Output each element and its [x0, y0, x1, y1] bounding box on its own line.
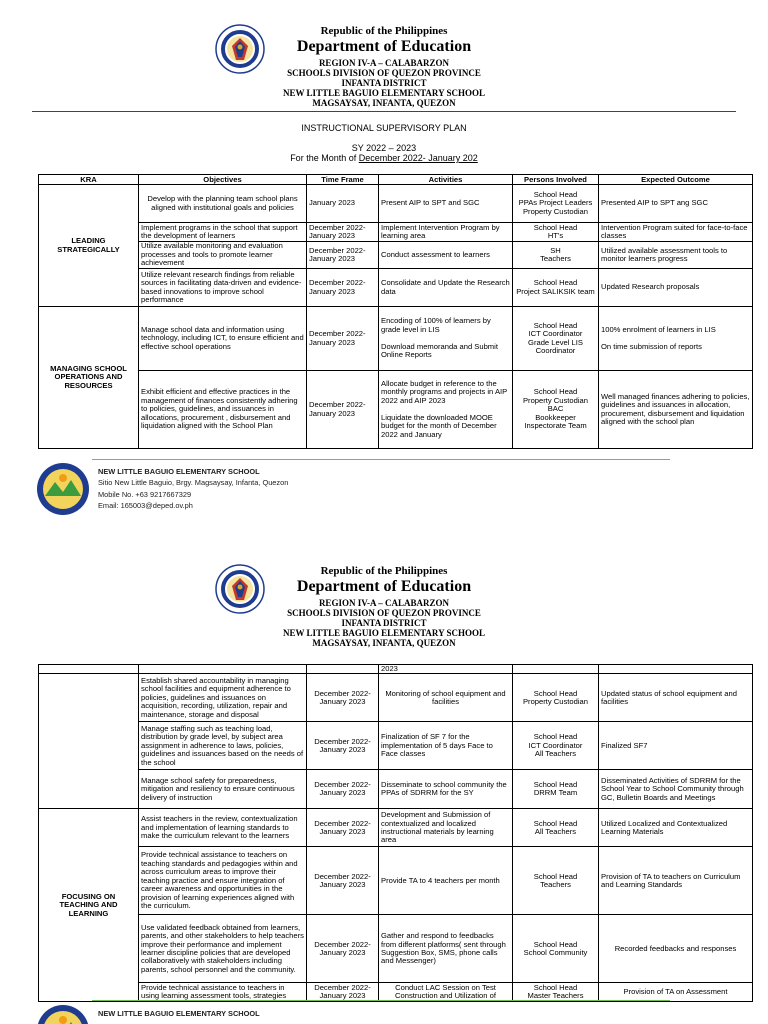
timeframe-cell — [307, 665, 379, 674]
outcome-cell: Presented AIP to SPT ang SGC — [599, 185, 753, 223]
timeframe-cell: December 2022-January 2023 — [307, 722, 379, 770]
objective-cell: Provide technical assistance to teachers in using learning assessment tools, strategies — [139, 983, 307, 1002]
table-row — [39, 722, 753, 770]
timeframe-cell: December 2022-January 2023 — [307, 223, 379, 242]
header-time-frame: Time Frame — [307, 175, 379, 185]
month-line — [0, 153, 768, 163]
division-line: SCHOOLS DIVISION OF QUEZON PROVINCE — [287, 608, 481, 618]
activity-cell: Gather and respond to feedbacks from different platforms( sent through Suggestion Box, SMS, phone calls and Messenger) — [379, 915, 513, 983]
persons-cell: School Head Master Teachers — [513, 983, 599, 1002]
address-line: MAGSAYSAY, INFANTA, QUEZON — [312, 638, 456, 648]
plan-period — [0, 143, 768, 163]
objective-cell: Manage school data and information using technology, including ICT, to ensure efficient and effective school operations — [139, 307, 307, 371]
school-line: NEW LITTLE BAGUIO ELEMENTARY SCHOOL — [282, 628, 486, 638]
activity-cell: Conduct assessment to learners — [379, 242, 513, 269]
table-row — [39, 307, 753, 371]
school-logo-icon — [36, 462, 90, 516]
supervisory-plan-table — [38, 174, 753, 449]
outcome-cell: Finalized SF7 — [599, 722, 753, 770]
persons-cell: School Head Project SALIKSIK team — [513, 269, 599, 307]
kra-cell: MANAGING SCHOOL OPERATIONS AND RESOURCES — [39, 307, 139, 449]
letterhead-lines — [0, 598, 768, 648]
timeframe-cell: December 2022-January 2023 — [307, 242, 379, 269]
timeframe-cell: December 2022-January 2023 — [307, 307, 379, 371]
objective-cell: Assist teachers in the review, contextualization and implementation of learning standards to make the curriculum relevant to the learners — [139, 809, 307, 847]
footer-divider — [92, 459, 670, 460]
activity-cell: Allocate budget in reference to the monthly programs and projects in AIP 2022 and AIP 2023 Liquidate the downloaded MOOE budget for the month of December 2022 and January — [379, 371, 513, 449]
activity-cell: Consolidate and Update the Research data — [379, 269, 513, 307]
outcome-cell: Recorded feedbacks and responses — [599, 915, 753, 983]
persons-cell: School Head All Teachers — [513, 809, 599, 847]
timeframe-cell: December 2022-January 2023 — [307, 983, 379, 1002]
letterhead-divider — [32, 111, 736, 112]
timeframe-cell: December 2022-January 2023 — [307, 847, 379, 915]
kra-cell: FOCUSING ON TEACHING AND LEARNING — [39, 809, 139, 1002]
persons-cell: School Head School Community — [513, 915, 599, 983]
persons-cell: School Head Property Custodian BAC Bookkeeper Inspectorate Team — [513, 371, 599, 449]
objective-cell: Provide technical assistance to teachers on teaching standards and pedagogies within and across curriculum areas to improve their teaching practice and ensure integration of career awareness and opportunities in the provision of learning experiences aligned with the curriculum. — [139, 847, 307, 915]
footer-address: Sitio New Little Baguio, Brgy. Magsaysay, Infanta, Quezon — [98, 478, 289, 488]
activity-cell: Provide TA to 4 teachers per month — [379, 847, 513, 915]
table-row — [39, 770, 753, 809]
footer-mobile: Mobile No. +63 9217667329 — [98, 489, 192, 499]
table-row — [39, 185, 753, 223]
objective-cell: Exhibit efficient and effective practices in the management of finances consistently adhering to policies, guidelines, and issuances in allocations, procurement , disbursement and liquidation aligned with the School Plan — [139, 371, 307, 449]
outcome-cell: Utilized Localized and Contextualized Learning Materials — [599, 809, 753, 847]
persons-cell: School Head DRRM Team — [513, 770, 599, 809]
persons-cell: School Head HT's — [513, 223, 599, 242]
objective-cell: Utilize available monitoring and evaluation processes and tools to promote learner achievement — [139, 242, 307, 269]
header-kra: KRA — [39, 175, 139, 185]
table-row — [39, 674, 753, 722]
footer-school-name: NEW LITTLE BAGUIO ELEMENTARY SCHOOL — [98, 467, 260, 476]
persons-cell: School Head ICT Coordinator Grade Level LIS Coordinator — [513, 307, 599, 371]
outcome-cell: Provision of TA on Assessment — [599, 983, 753, 1002]
header-expected-outcome: Expected Outcome — [599, 175, 753, 185]
outcome-cell: Disseminated Activities of SDRRM for the School Year to School Community through GC, Bulletin Boards and Meetings — [599, 770, 753, 809]
kra-cell — [39, 665, 139, 674]
supervisory-plan-table-continued — [38, 664, 753, 1002]
region-line: REGION IV-A – CALABARZON — [318, 58, 450, 68]
activity-cell: Implement Intervention Program by learning area — [379, 223, 513, 242]
outcome-cell: Intervention Program suited for face-to-face classes — [599, 223, 753, 242]
activity-cell: Finalization of SF 7 for the implementation of 5 days Face to Face classes — [379, 722, 513, 770]
outcome-cell: 100% enrolment of learners in LIS On time submission of reports — [599, 307, 753, 371]
school-footer — [98, 1008, 260, 1019]
school-year: SY 2022 – 2023 — [351, 143, 417, 153]
footer-school-name: NEW LITTLE BAGUIO ELEMENTARY SCHOOL — [98, 1009, 260, 1018]
header-objectives: Objectives — [139, 175, 307, 185]
school-line: NEW LITTLE BAGUIO ELEMENTARY SCHOOL — [282, 88, 486, 98]
footer-divider — [92, 1000, 670, 1001]
table-row — [39, 847, 753, 915]
district-line: INFANTA DISTRICT — [341, 618, 427, 628]
timeframe-cell: December 2022-January 2023 — [307, 915, 379, 983]
region-line: REGION IV-A – CALABARZON — [318, 598, 450, 608]
timeframe-cell: December 2022-January 2023 — [307, 770, 379, 809]
activity-cell: Development and Submission of contextualized and localized instructional materials by learning area — [379, 809, 513, 847]
timeframe-cell: December 2022-January 2023 — [307, 674, 379, 722]
table-row — [39, 223, 753, 242]
activity-cell: Conduct LAC Session on Test Construction and Utilization of — [379, 983, 513, 1002]
table-header-row — [39, 175, 753, 185]
month-prefix: For the Month of — [290, 153, 359, 163]
month-value: December 2022- January 202 — [358, 153, 478, 163]
division-line: SCHOOLS DIVISION OF QUEZON PROVINCE — [287, 68, 481, 78]
activity-cell: Monitoring of school equipment and facilities — [379, 674, 513, 722]
document-page-2 — [0, 540, 768, 1024]
table-row — [39, 915, 753, 983]
table-row — [39, 269, 753, 307]
outcome-cell: Updated Research proposals — [599, 269, 753, 307]
outcome-cell: Well managed finances adhering to policies, guidelines and issuances in allocation, procurement, disbursement and liquidation aligned with the school plan — [599, 371, 753, 449]
objective-cell: Manage staffing such as teaching load, distribution by grade level, by subject area assignment in adherence to laws, policies, guidelines and issuances based on the needs of the school — [139, 722, 307, 770]
school-footer — [98, 466, 288, 512]
persons-cell: School Head PPAs Project Leaders Property Custodian — [513, 185, 599, 223]
header-activities: Activities — [379, 175, 513, 185]
outcome-cell — [599, 665, 753, 674]
department-heading: Department of Education — [296, 38, 472, 55]
school-logo-icon — [36, 1004, 90, 1024]
objective-cell: Develop with the planning team school plans aligned with institutional goals and policies — [139, 185, 307, 223]
plan-title: INSTRUCTIONAL SUPERVISORY PLAN — [301, 123, 467, 133]
table-row — [39, 371, 753, 449]
objective-cell: Manage school safety for preparedness, mitigation and resiliency to ensure continuous delivery of instruction — [139, 770, 307, 809]
timeframe-cell: December 2022-January 2023 — [307, 371, 379, 449]
persons-cell — [513, 665, 599, 674]
activity-cell: Encoding of 100% of learners by grade level in LIS Download memoranda and Submit Online Reports — [379, 307, 513, 371]
republic-heading: Republic of the Philippines — [320, 565, 448, 577]
district-line: INFANTA DISTRICT — [341, 78, 427, 88]
timeframe-cell: December 2022-January 2023 — [307, 809, 379, 847]
table-row — [39, 665, 753, 674]
activity-cell: Present AIP to SPT and SGC — [379, 185, 513, 223]
persons-cell: School Head ICT Coordinator All Teachers — [513, 722, 599, 770]
persons-cell: School Head Teachers — [513, 847, 599, 915]
table-row — [39, 809, 753, 847]
outcome-cell: Provision of TA to teachers on Curriculum and Learning Standards — [599, 847, 753, 915]
objective-cell — [139, 665, 307, 674]
activity-cell: 2023 — [379, 665, 513, 674]
kra-cell — [39, 674, 139, 809]
letterhead-lines — [0, 58, 768, 108]
persons-cell: School Head Property Custodian — [513, 674, 599, 722]
timeframe-cell: December 2022-January 2023 — [307, 269, 379, 307]
persons-cell: SH Teachers — [513, 242, 599, 269]
activity-cell: Disseminate to school community the PPAs of SDRRM for the SY — [379, 770, 513, 809]
republic-heading: Republic of the Philippines — [320, 25, 448, 37]
header-persons-involved: Persons Involved — [513, 175, 599, 185]
objective-cell: Use validated feedback obtained from learners, parents, and other stakeholders to help teachers improve their performance and implement learner discipline policies that are developed collaboratively with stakeholders including parents, school personnel and the community. — [139, 915, 307, 983]
timeframe-cell: January 2023 — [307, 185, 379, 223]
footer-email: Email: 165003@deped.ov.ph — [98, 501, 193, 511]
department-heading: Department of Education — [296, 578, 472, 595]
kra-cell: LEADING STRATEGICALLY — [39, 185, 139, 307]
objective-cell: Utilize relevant research findings from reliable sources in facilitating data-driven and evidence-based innovations to improve school performance — [139, 269, 307, 307]
objective-cell: Establish shared accountability in managing school facilities and equipment adherence to policies, guidelines and issuances on acquisition, recording, utilization, repair and maintenance, storage and disposal — [139, 674, 307, 722]
objective-cell: Implement programs in the school that support the development of learners — [139, 223, 307, 242]
outcome-cell: Updated status of school equipment and facilities — [599, 674, 753, 722]
outcome-cell: Utilized available assessment tools to monitor learners progress — [599, 242, 753, 269]
address-line: MAGSAYSAY, INFANTA, QUEZON — [312, 98, 456, 108]
table-row — [39, 242, 753, 269]
